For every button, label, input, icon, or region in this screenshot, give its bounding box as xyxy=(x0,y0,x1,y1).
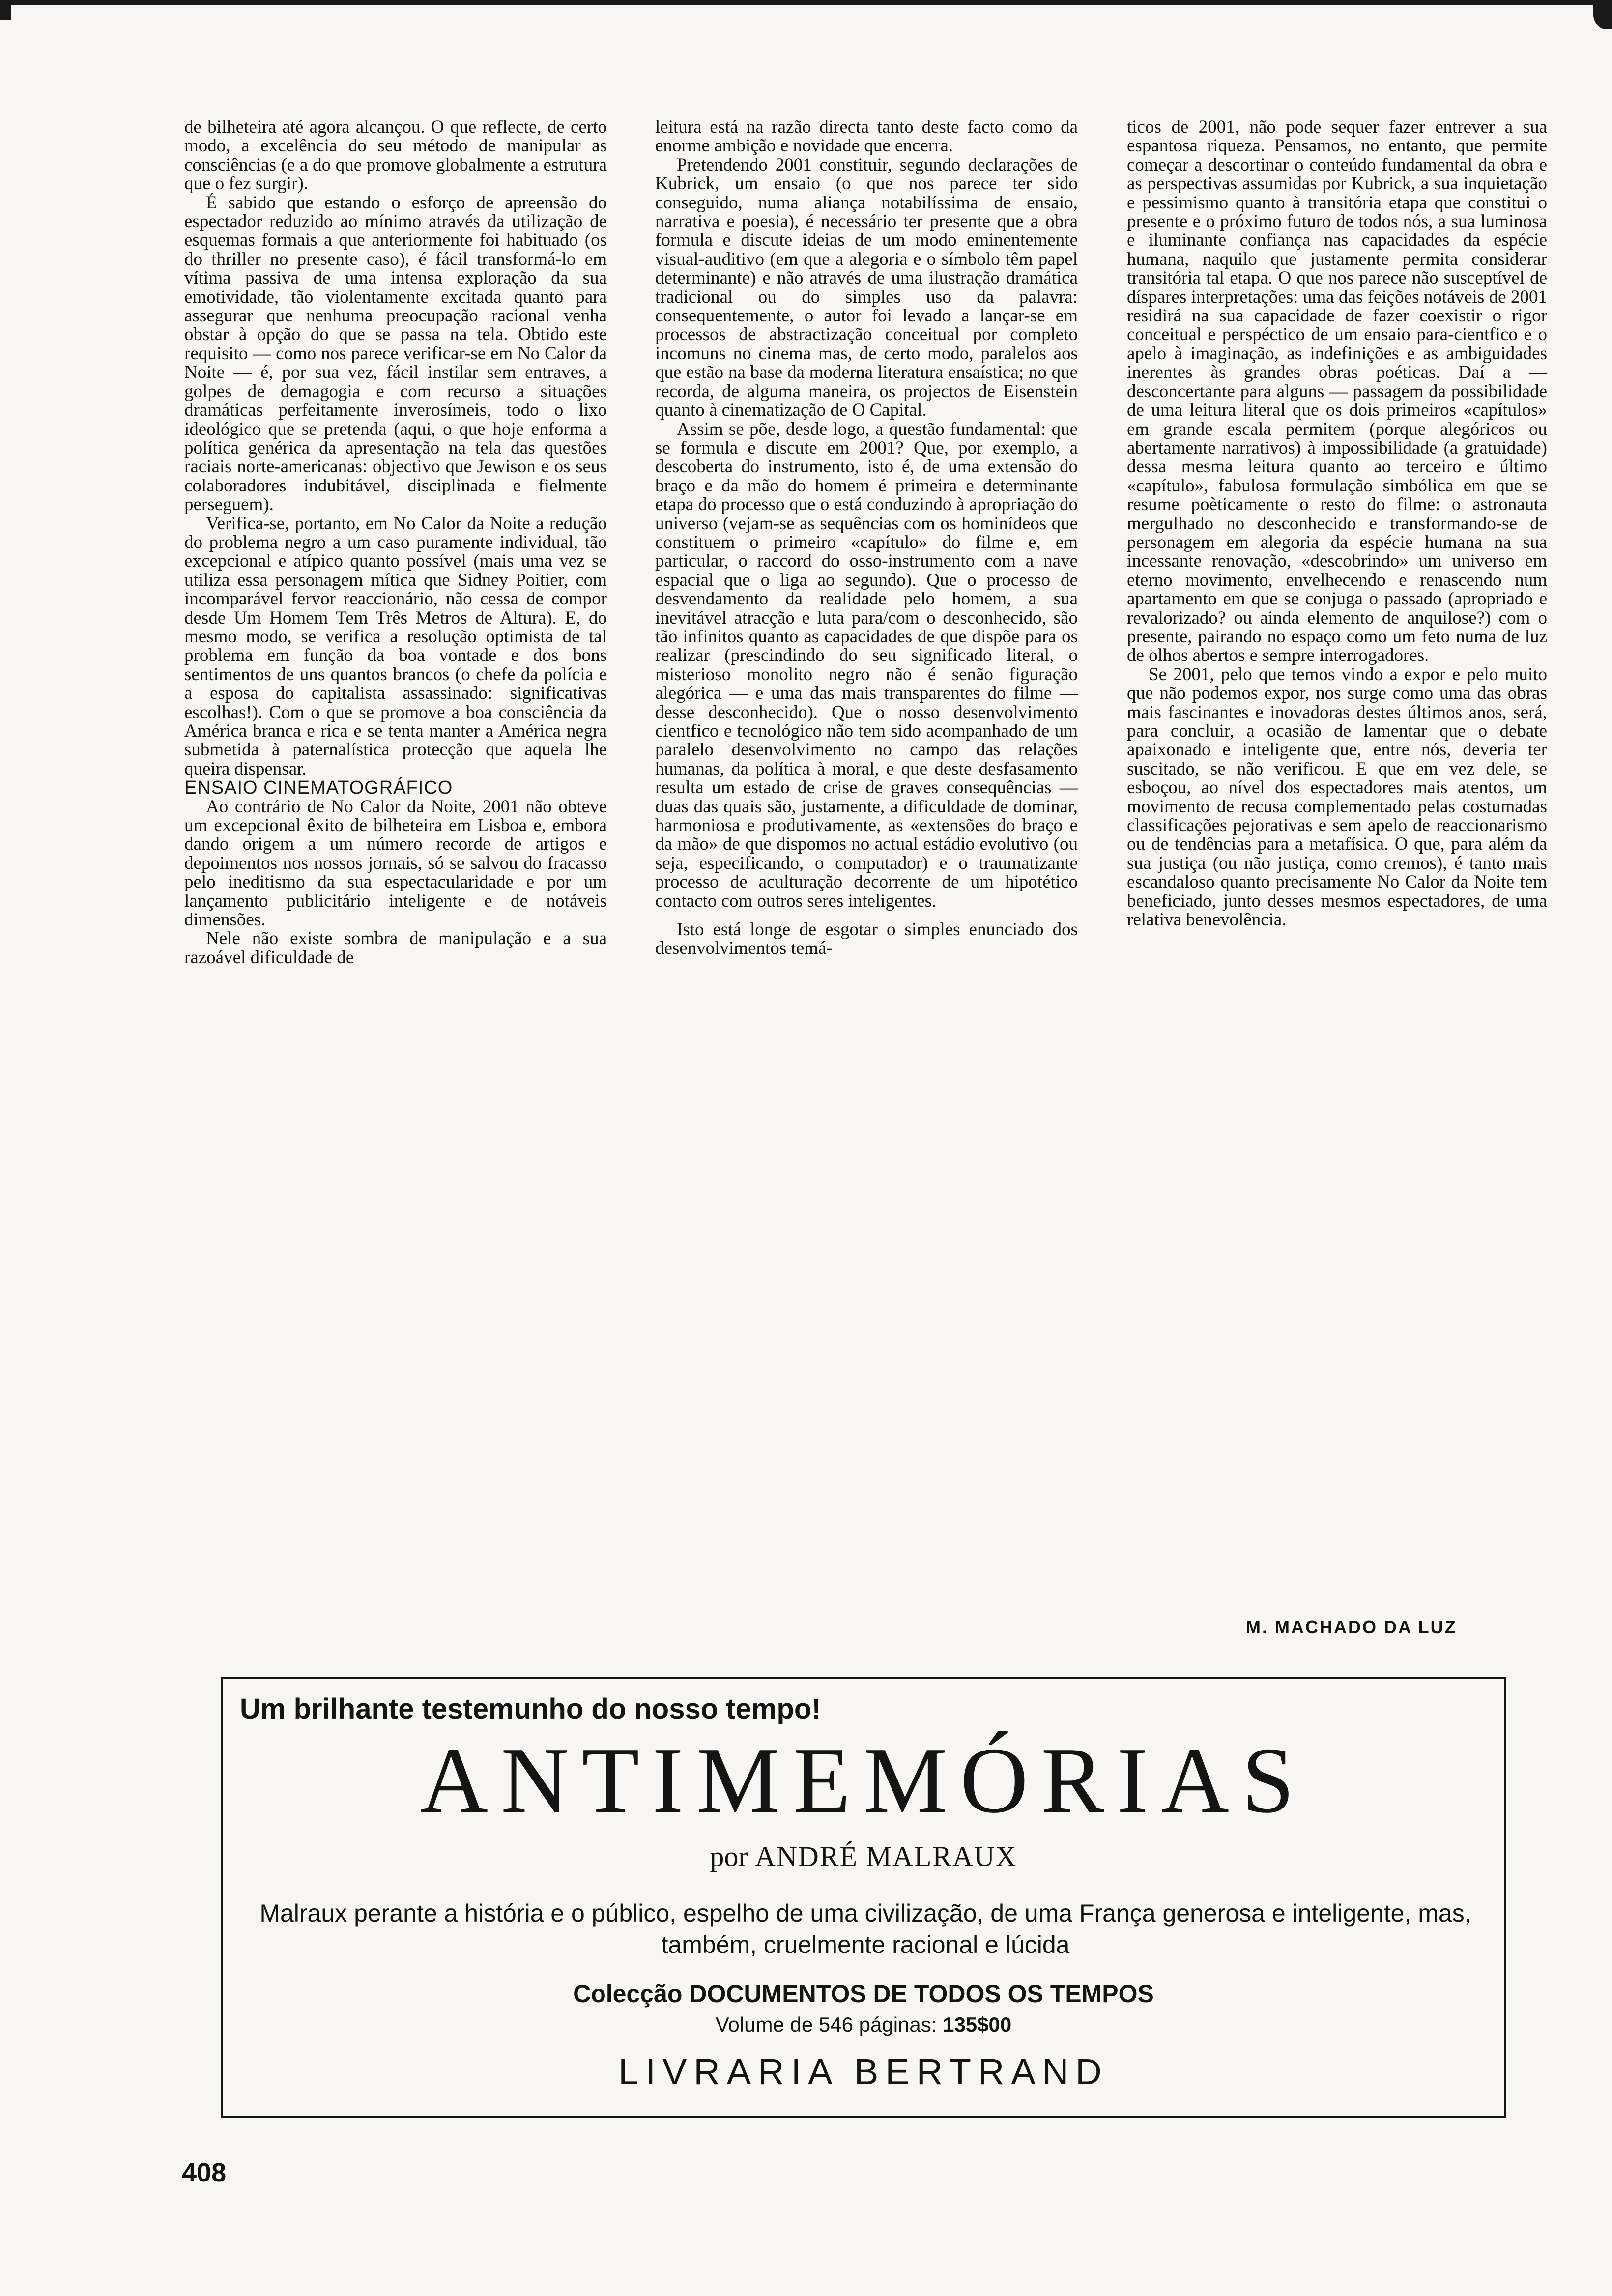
paragraph: Pretendendo 2001 constituir, segundo declarações de Kubrick, um ensaio (o que nos parece ter sido conseguido, numa aliança notabilíssima de ensaio, narrativa e poesia), é necessário ter presente que a obra formula e discute ideias de um modo eminentemente visual-auditivo (em que a alegoria e o símbolo têm papel determinante) e não através de uma ilustração dramática tradicional ou do simples uso da palavra: consequentemente, o autor foi levado a lançar-se em processos de abstractização conceitual por completo incomuns no cinema mas, de certo modo, paralelos aos que estão na base da moderna literatura ensaística; no que recorda, de alguma maneira, os projectos de Eisenstein quanto à cinematização de O Capital. xyxy=(655,154,1078,421)
paragraph: Se 2001, pelo que temos vindo a expor e pelo muito que não podemos expor, nos surge como uma das obras mais fascinantes e inovadoras destes últimos anos, será, para concluir, a ocasião de lamentar que o debate apaixonado e inteligente que, entre nós, deveria ter suscitado, se não verificou. E que em vez dele, se esboçou, ao nível dos espectadores mais atentos, um movimento de recusa complementado pelas costumadas classificações pejorativas e sem apelo de reaccionarismo ou de tendências para a metafísica. O que, para além da sua justiça (ou não justiça, como cremos), é tanto mais escandaloso quanto precisamente No Calor da Noite tem beneficiado, junto desses mesmos espectadores, de uma relativa benevolência. xyxy=(1127,664,1547,930)
ad-author-name: ANDRÉ MALRAUX xyxy=(755,1840,1017,1872)
ad-volume-text: Volume de 546 páginas: xyxy=(715,2013,937,2036)
paragraph: leitura está na razão directa tanto deste facto como da enorme ambição e novidade que encerra. xyxy=(655,117,1078,156)
page-number: 408 xyxy=(182,2158,227,2187)
paragraph: Assim se põe, desde logo, a questão fundamental: que se formula e discute em 2001? Que, por exemplo, a descoberta do instrumento, isto é, de uma extensão do braço e da mão do homem é primeira e determinante etapa do processo que o está conduzindo à apropriação do universo (vejam-se as sequências com os hominídeos que constituem o primeiro «capítulo» do filme e, em particular, o raccord do osso-instrumento com a nave espacial que o liga ao segundo). Que o processo de desvendamento da realidade pelo homem, a sua inevitável atracção e luta para/com o desconhecido, são tão infinitos quanto as capacidades de que dispõe para os realizar (prescindindo do seu significado literal, o misterioso monolito negro não é senão figuração alegórica — e uma das mais transparentes do filme — desse desconhecido). Que o nosso desenvolvimento cientfico e tecnológico não tem sido acompanhado de um paralelo desenvolvimento no campo das relações humanas, da política à moral, e que deste desfasamento resulta um estado de crise de graves consequências — duas das quais são, justamente, a dificuldade de dominar, harmoniosa e produtivamente, as «extensões do braço e da mão» de que dispomos no actual estádio evolutivo (ou seja, especificando, o computador) e o traumatizante processo de aculturação decorrente de um hipotético contacto com outros seres inteligentes. xyxy=(655,419,1078,911)
ad-author-prefix: por xyxy=(710,1840,748,1872)
paragraph: de bilheteira até agora alcançou. O que reflecte, de certo modo, a excelência do seu método de manipular as consciências (e a do que promove globalmente a estrutura que o fez surgir). xyxy=(184,117,607,194)
paragraph: Nele não existe sombra de manipulação e a sua razoável dificuldade de xyxy=(184,928,607,968)
article-column-3 xyxy=(1127,118,1547,929)
paragraph: Ao contrário de No Calor da Noite, 2001 não obteve um excepcional êxito de bilheteira em Lisboa e, embora dando origem a um número recorde de artigos e depoimentos nos nossos jornais, só se salvou do fracasso pelo ineditismo da sua espectacularidade e por um lançamento publicitário inteligente e de notáveis dimensões. xyxy=(184,796,607,930)
paragraph: Verifica-se, portanto, em No Calor da Noite a redução do problema negro a um caso puramente individual, tão excepcional e atípico quanto possível (mais uma vez se utiliza essa personagem mítica que Sidney Poitier, com incomparável fervor reaccionário, não cessa de compor desde Um Homem Tem Três Metros de Altura). E, do mesmo modo, se verifica a resolução optimista de tal problema em função da boa vontade e dos bons sentimentos de uns quantos brancos (o chefe da polícia e a esposa do capitalista assassinado: significativas escolhas!). Com o que se promove a boa consciência da América branca e rica e se tenta manter a América negra submetida à paternalística protecção que aquela lhe queira dispensar. xyxy=(184,513,607,779)
ad-author-line xyxy=(223,1840,1504,1873)
section-heading: ENSAIO CINEMATOGRÁFICO xyxy=(184,777,453,799)
scan-edge-corner xyxy=(1593,0,1612,29)
author-signature: M. MACHADO DA LUZ xyxy=(1246,1617,1457,1637)
ad-collection-prefix: Colecção xyxy=(573,1980,683,2008)
paragraph: ticos de 2001, não pode sequer fazer entrever a sua espantosa riqueza. Pensamos, no entanto, que permite começar a descortinar o conteúdo fundamental da obra e as perspectivas assumidas por Kubrick, a sua inquietação e pessimismo quanto à transitória etapa que constitui o presente e o próximo futuro de todos nós, a sua luminosa e iluminante confiança nas capacidades da espécie humana, naquilo que justamente permita considerar transitória tal etapa. O que nos parece não susceptível de díspares interpretações: uma das feições notáveis de 2001 residirá na sua capacidade de fazer coexistir o rigor conceitual e perspéctico de um ensaio para-cientfico e o apelo à imaginação, as indefinições e as ambiguidades inerentes às grandes obras poéticas. Daí a — desconcertante para alguns — passagem da possibilidade de uma leitura literal que os dois primeiros «capítulos» em grande escala permitem (porque alegóricos ou abertamente narrativos) à impossibilidade (a gratuidade) dessa mesma leitura quanto ao terceiro e último «capítulo», fabulosa formulação simbólica em que se resume poèticamente o resto do filme: o astronauta mergulhado no desconhecido e transformando-se de personagem em alegoria da espécie humana na sua incessante renovação, «descobrindo» um universo em eterno movimento, envelhecendo e renascendo num apartamento em que se conjuga o passado (apropriado e revalorizado? ou ainda elemento de anquilose?) com o presente, pairando no espaço como um feto numa de luz de olhos abertos e sempre interrogadores. xyxy=(1127,117,1547,666)
article-column-2 xyxy=(655,118,1078,958)
ad-publisher: LIVRARIA BERTRAND xyxy=(618,2051,1109,2092)
ad-collection-line xyxy=(223,1980,1504,2008)
ad-description: Malraux perante a história e o público, espelho de uma civilização, de uma França generosa e inteligente, mas, também, cruelmente racional e lúcida xyxy=(259,1899,1471,1958)
paragraph: Isto está longe de esgotar o simples enunciado dos desenvolvimentos temá- xyxy=(655,919,1078,959)
ad-price: 135$00 xyxy=(943,2013,1012,2036)
ad-collection-name: DOCUMENTOS DE TODOS OS TEMPOS xyxy=(689,1980,1154,2008)
ad-book-title: ANTIMEMÓRIAS xyxy=(420,1728,1307,1833)
ad-volume-line xyxy=(223,2013,1504,2037)
paragraph: É sabido que estando o esforço de apreensão do espectador reduzido ao mínimo através da utilização de esquemas formais a que anteriormente foi habituado (os do thriller no presente caso), é fácil transformá-lo em vítima passiva de uma intensa exploração da sua emotividade, tão violentamente excitada quanto para assegurar que nenhuma preocupação racional venha obstar à opção do que se passa na tela. Obtido este requisito — como nos parece verificar-se em No Calor da Noite — é, por sua vez, fácil instilar sem entraves, a golpes de demagogia e com recurso a situações dramáticas perfeitamente inverosímeis, todo o lixo ideológico que se pretenda (aqui, o que hoje enforma a política genérica da apresentação na tela das questões raciais norte-americanas: objectivo que Jewison e os seus colaboradores indubitável, disciplinada e fielmente perseguem). xyxy=(184,192,607,515)
scan-edge-top xyxy=(0,0,1612,5)
article-column-1 xyxy=(184,118,607,967)
scan-edge-left xyxy=(0,0,11,20)
ad-tagline: Um brilhante testemunho do nosso tempo! xyxy=(240,1693,821,1725)
book-advertisement xyxy=(221,1677,1506,2118)
